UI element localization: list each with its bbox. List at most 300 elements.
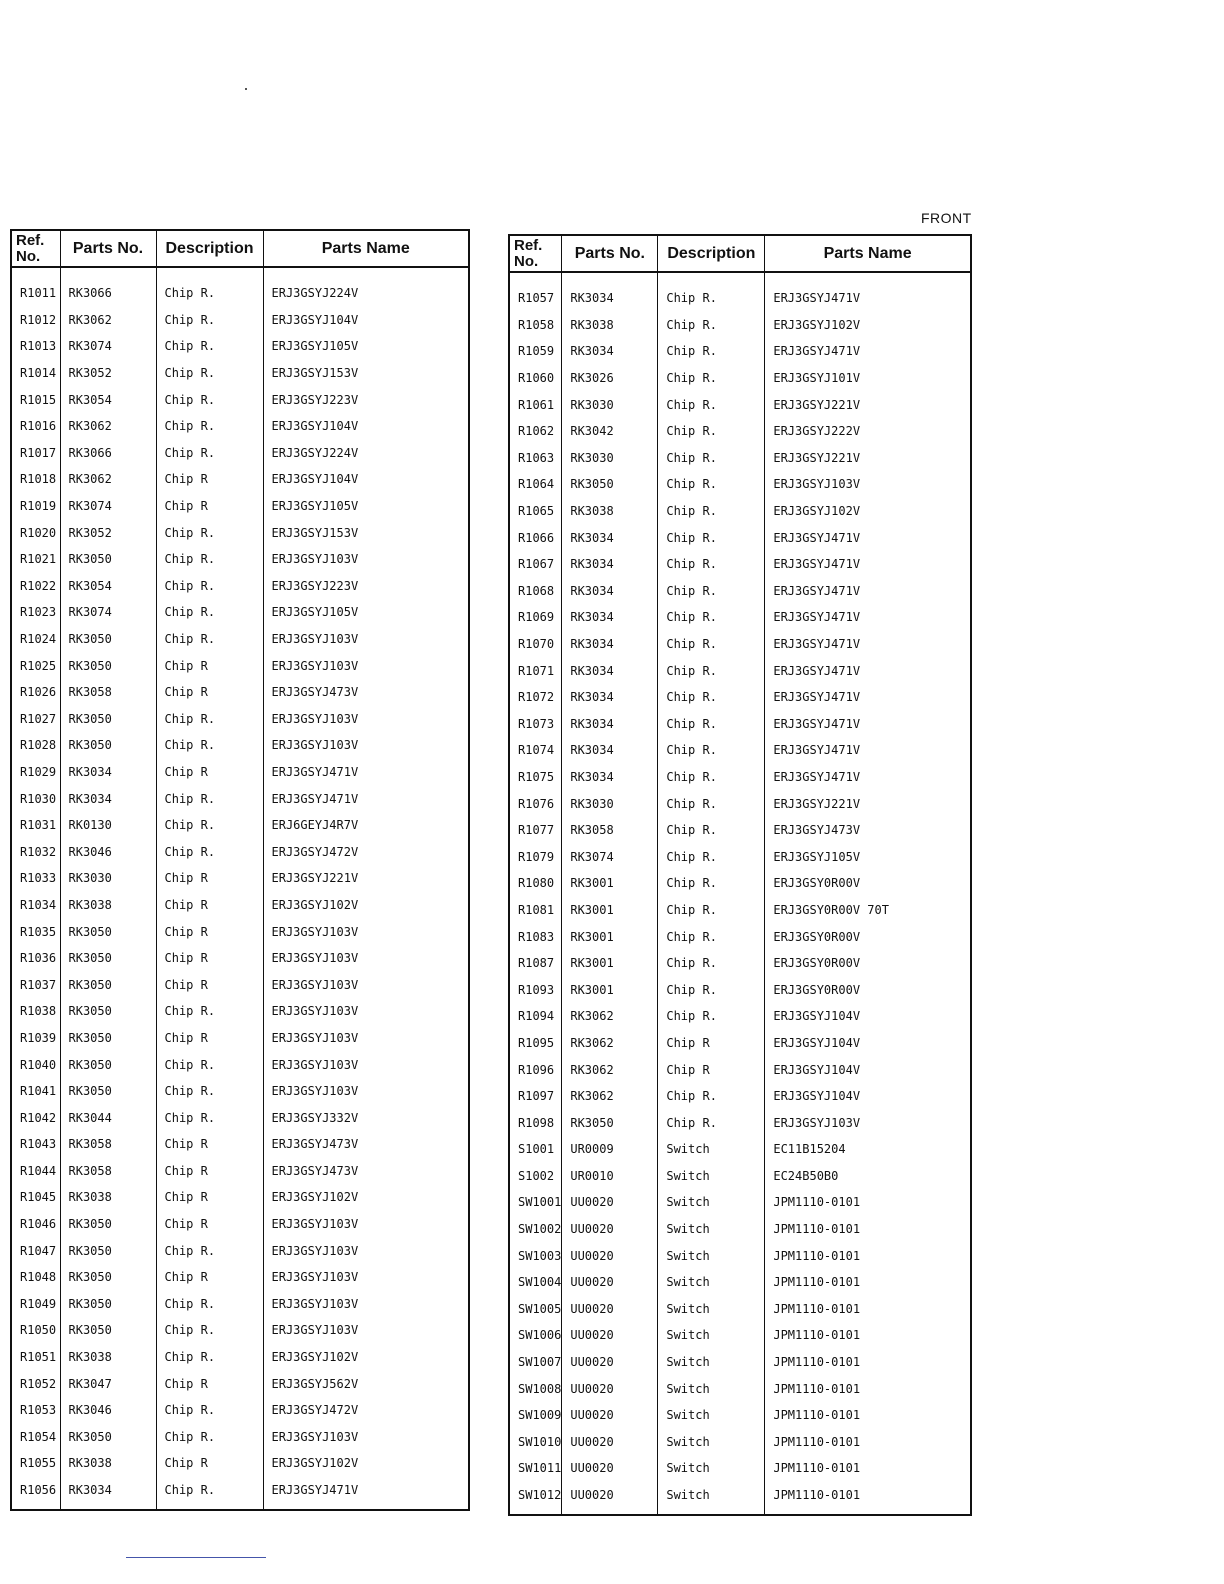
table-row [11,1317,469,1344]
parts-no-cell: RK3050 [60,546,156,573]
description-cell: Chip R. [156,1344,263,1371]
table-row [11,892,469,919]
description-cell: Switch [658,1296,765,1323]
parts-no-cell: RK3034 [562,285,658,312]
ref-no-cell: SW1011 [509,1455,562,1482]
description-cell: Switch [658,1322,765,1349]
parts-no-cell: RK3034 [60,1477,156,1504]
description-cell: Chip R. [658,604,765,631]
parts-name-cell: ERJ3GSYJ102V [263,1184,469,1211]
parts-name-cell: ERJ3GSYJ222V [765,418,971,445]
ref-no-cell: R1074 [509,737,562,764]
description-cell: Chip R. [658,870,765,897]
table-row [509,1402,971,1429]
ref-no-cell: S1001 [509,1136,562,1163]
ref-no-cell: R1062 [509,418,562,445]
description-cell: Chip R [156,1131,263,1158]
parts-name-cell: ERJ3GSYJ103V [765,471,971,498]
parts-name-cell: ERJ3GSYJ104V [765,1083,971,1110]
parts-no-cell: RK3034 [562,524,658,551]
parts-no-cell: RK3038 [562,312,658,339]
parts-name-cell: ERJ3GSYJ471V [765,737,971,764]
table-row [11,1424,469,1451]
ref-no-cell: SW1004 [509,1269,562,1296]
parts-no-cell: RK3034 [562,764,658,791]
table-row [509,1216,971,1243]
description-cell: Chip R. [156,838,263,865]
description-cell: Chip R. [658,950,765,977]
parts-no-cell: RK3001 [562,950,658,977]
ref-no-cell: R1014 [11,360,60,387]
parts-no-cell: RK3042 [562,418,658,445]
parts-no-cell: RK3034 [562,604,658,631]
ref-no-cell: R1065 [509,498,562,525]
ref-no-cell: R1097 [509,1083,562,1110]
parts-no-cell: UU0020 [562,1296,658,1323]
parts-no-cell: RK3050 [60,971,156,998]
parts-no-cell: RK3034 [60,759,156,786]
parts-no-cell: RK0130 [60,812,156,839]
parts-no-cell: RK3034 [562,684,658,711]
table-row [509,524,971,551]
table-row [509,1242,971,1269]
parts-name-cell: ERJ3GSYJ103V [263,1078,469,1105]
table-row [509,1003,971,1030]
parts-name-cell: ERJ3GSYJ103V [263,1051,469,1078]
parts-name-cell: ERJ3GSYJ103V [263,1291,469,1318]
table-row [509,1136,971,1163]
description-cell: Chip R. [156,360,263,387]
ref-no-cell: R1098 [509,1109,562,1136]
table-row [11,652,469,679]
ref-no-cell: R1046 [11,1211,60,1238]
table-row [509,604,971,631]
parts-no-cell: RK3034 [562,737,658,764]
description-cell: Switch [658,1242,765,1269]
description-cell: Chip R. [658,923,765,950]
parts-no-cell: RK3038 [562,498,658,525]
ref-no-cell: SW1006 [509,1322,562,1349]
ref-no-cell: R1036 [11,945,60,972]
parts-no-cell: UU0020 [562,1482,658,1509]
parts-no-cell: RK3050 [60,1264,156,1291]
table-row [11,998,469,1025]
table-row [509,1189,971,1216]
table-row [509,923,971,950]
parts-name-cell: ERJ3GSYJ103V [263,945,469,972]
ref-no-cell: R1044 [11,1158,60,1185]
ref-no-cell: R1018 [11,466,60,493]
parts-no-cell: UR0009 [562,1136,658,1163]
description-cell: Switch [658,1402,765,1429]
description-cell: Switch [658,1429,765,1456]
parts-name-cell: ERJ3GSYJ221V [765,790,971,817]
table-row [11,1025,469,1052]
parts-name-cell: ERJ3GSYJ103V [263,971,469,998]
table-row [11,838,469,865]
ref-no-cell: R1029 [11,759,60,786]
parts-no-cell: RK3050 [562,1109,658,1136]
ref-no-cell: R1030 [11,785,60,812]
table-row [11,599,469,626]
parts-name-cell: ERJ3GSYJ104V [765,1003,971,1030]
table-row [11,1184,469,1211]
table-row [509,897,971,924]
ref-no-cell: SW1010 [509,1429,562,1456]
parts-name-cell: ERJ3GSYJ102V [263,892,469,919]
parts-no-cell: RK3062 [562,1030,658,1057]
ref-no-cell: R1023 [11,599,60,626]
parts-name-cell: ERJ3GSYJ104V [765,1056,971,1083]
description-cell: Chip R. [156,998,263,1025]
ref-no-cell: R1048 [11,1264,60,1291]
parts-name-cell: ERJ3GSYJ471V [263,785,469,812]
description-cell: Chip R. [156,1237,263,1264]
parts-name-cell: ERJ3GSYJ103V [263,626,469,653]
parts-name-cell: ERJ3GSYJ471V [765,524,971,551]
parts-no-cell: RK3050 [60,1291,156,1318]
description-cell: Chip R. [658,1083,765,1110]
table-row [11,307,469,334]
parts-no-cell: RK3046 [60,1397,156,1424]
parts-no-cell: RK3030 [60,865,156,892]
parts-name-cell: ERJ3GSYJ153V [263,519,469,546]
parts-no-cell: RK3044 [60,1104,156,1131]
table-row [11,493,469,520]
parts-name-cell: JPM1110-0101 [765,1296,971,1323]
table-header [509,235,971,272]
description-cell: Chip R. [156,1291,263,1318]
parts-name-cell: EC11B15204 [765,1136,971,1163]
parts-no-cell: RK3050 [60,998,156,1025]
ref-no-cell: R1051 [11,1344,60,1371]
parts-name-header: Parts Name [263,230,469,267]
description-cell: Switch [658,1136,765,1163]
table-row [509,551,971,578]
description-cell: Chip R [156,1264,263,1291]
ref-no-cell: R1050 [11,1317,60,1344]
parts-no-cell: RK3050 [60,945,156,972]
parts-no-cell: RK3058 [60,1158,156,1185]
parts-no-cell: RK3050 [60,626,156,653]
table-row [509,1322,971,1349]
description-cell: Chip R. [658,711,765,738]
ref-no-cell: R1067 [509,551,562,578]
parts-name-cell: ERJ3GSYJ103V [263,1424,469,1451]
description-cell: Chip R. [156,706,263,733]
scan-speck [245,88,247,90]
table-row [509,1269,971,1296]
parts-no-cell: UU0020 [562,1216,658,1243]
description-cell: Chip R. [156,1078,263,1105]
parts-no-cell: RK3074 [60,333,156,360]
description-cell: Chip R. [156,1397,263,1424]
description-cell: Chip R [156,1450,263,1477]
description-cell: Switch [658,1375,765,1402]
parts-no-cell: RK3066 [60,440,156,467]
parts-name-cell: ERJ3GSYJ471V [765,338,971,365]
parts-no-cell: UU0020 [562,1375,658,1402]
parts-name-cell: ERJ3GSYJ103V [263,652,469,679]
description-cell: Chip R. [156,413,263,440]
description-cell: Chip R. [156,519,263,546]
description-cell: Chip R [156,652,263,679]
description-cell: Chip R [156,1370,263,1397]
description-cell: Switch [658,1216,765,1243]
description-cell: Chip R [156,1158,263,1185]
description-cell: Chip R. [156,386,263,413]
ref-no-cell: R1071 [509,657,562,684]
description-cell: Chip R [156,1211,263,1238]
description-cell: Chip R. [156,626,263,653]
parts-no-cell: RK3058 [60,679,156,706]
parts-name-cell: ERJ3GSYJ221V [263,865,469,892]
parts-no-cell: UU0020 [562,1189,658,1216]
description-cell: Chip R. [156,1104,263,1131]
table-row [11,386,469,413]
parts-name-cell: JPM1110-0101 [765,1455,971,1482]
table-row [509,1296,971,1323]
parts-no-cell: RK3026 [562,365,658,392]
parts-no-cell: RK3034 [562,551,658,578]
parts-name-cell: ERJ3GSYJ153V [263,360,469,387]
description-cell: Chip R. [156,1051,263,1078]
parts-name-cell: ERJ3GSYJ472V [263,838,469,865]
ref-no-cell: R1094 [509,1003,562,1030]
ref-no-cell: S1002 [509,1163,562,1190]
table-row [509,1030,971,1057]
table-row [509,1056,971,1083]
table-row [509,471,971,498]
table-row [11,1477,469,1504]
description-cell: Chip R. [156,333,263,360]
ref-no-header: Ref. No. [509,235,562,272]
table-row [509,338,971,365]
parts-name-cell: ERJ3GSYJ103V [263,732,469,759]
table-row [509,684,971,711]
parts-name-cell: ERJ3GSYJ103V [263,998,469,1025]
parts-name-cell: ERJ3GSY0R00V [765,950,971,977]
ref-no-cell: R1096 [509,1056,562,1083]
parts-name-cell: JPM1110-0101 [765,1349,971,1376]
description-cell: Chip R. [658,790,765,817]
parts-name-cell: JPM1110-0101 [765,1216,971,1243]
table-row [509,843,971,870]
parts-name-cell: ERJ3GSYJ224V [263,440,469,467]
table-body-left [11,267,469,1510]
parts-name-cell: ERJ3GSYJ224V [263,280,469,307]
parts-no-cell: UU0020 [562,1242,658,1269]
ref-no-cell: R1093 [509,976,562,1003]
parts-no-cell: UU0020 [562,1269,658,1296]
description-cell: Chip R. [658,1003,765,1030]
parts-table-left [10,229,470,1511]
ref-no-cell: SW1002 [509,1216,562,1243]
ref-no-cell: R1015 [11,386,60,413]
ref-no-cell: R1011 [11,280,60,307]
parts-name-cell: ERJ3GSYJ471V [765,631,971,658]
ref-no-cell: R1035 [11,918,60,945]
ref-no-cell: SW1003 [509,1242,562,1269]
description-header: Description [658,235,765,272]
table-row [509,391,971,418]
description-cell: Chip R. [658,631,765,658]
description-cell: Chip R. [658,657,765,684]
table-body-right [509,272,971,1515]
description-cell: Chip R. [156,307,263,334]
parts-name-cell: ERJ3GSYJ102V [263,1450,469,1477]
ref-no-cell: R1080 [509,870,562,897]
parts-name-cell: JPM1110-0101 [765,1242,971,1269]
parts-name-cell: ERJ3GSY0R00V [765,976,971,1003]
description-cell: Chip R. [658,843,765,870]
ref-no-cell: R1058 [509,312,562,339]
parts-no-cell: RK3030 [562,445,658,472]
parts-name-cell: ERJ3GSYJ471V [765,657,971,684]
parts-name-cell: ERJ3GSYJ471V [263,759,469,786]
ref-no-cell: R1039 [11,1025,60,1052]
table-row [11,1158,469,1185]
parts-name-cell: ERJ3GSYJ102V [765,312,971,339]
description-cell: Chip R. [156,785,263,812]
ref-no-cell: SW1012 [509,1482,562,1509]
table-row [11,971,469,998]
parts-no-header: Parts No. [60,230,156,267]
description-cell: Chip R. [658,764,765,791]
parts-no-cell: RK3062 [562,1083,658,1110]
parts-name-cell: ERJ3GSYJ473V [765,817,971,844]
parts-name-cell: ERJ6GEYJ4R7V [263,812,469,839]
table-header [11,230,469,267]
parts-name-cell: ERJ3GSYJ105V [263,493,469,520]
description-cell: Chip R [156,493,263,520]
parts-no-cell: RK3062 [60,413,156,440]
description-cell: Chip R. [156,599,263,626]
parts-name-cell: ERJ3GSYJ103V [263,1317,469,1344]
parts-name-cell: ERJ3GSYJ471V [765,578,971,605]
table-row [509,445,971,472]
ref-no-cell: R1040 [11,1051,60,1078]
table-row [11,413,469,440]
table-row [11,785,469,812]
ref-no-cell: R1077 [509,817,562,844]
table-row [11,1397,469,1424]
parts-name-cell: ERJ3GSYJ472V [263,1397,469,1424]
table-row [509,737,971,764]
table-row [11,546,469,573]
parts-no-cell: RK3038 [60,1184,156,1211]
table-row [509,711,971,738]
table-row [509,498,971,525]
table-row [11,1078,469,1105]
description-cell: Chip R. [658,551,765,578]
parts-no-cell: RK3034 [60,785,156,812]
parts-no-cell: UR0010 [562,1163,658,1190]
description-cell: Chip R [156,466,263,493]
parts-name-cell: ERJ3GSYJ103V [263,918,469,945]
table-row [509,870,971,897]
parts-no-cell: RK3034 [562,711,658,738]
ref-no-cell: R1047 [11,1237,60,1264]
parts-name-cell: ERJ3GSYJ221V [765,391,971,418]
parts-no-cell: RK3050 [60,1237,156,1264]
parts-no-cell: UU0020 [562,1429,658,1456]
parts-name-cell: ERJ3GSYJ103V [263,1025,469,1052]
parts-no-cell: RK3001 [562,923,658,950]
parts-no-cell: RK3050 [60,1025,156,1052]
description-cell: Chip R. [658,471,765,498]
table-row [11,626,469,653]
ref-no-cell: R1075 [509,764,562,791]
parts-name-cell: ERJ3GSYJ562V [263,1370,469,1397]
ref-no-cell: R1045 [11,1184,60,1211]
parts-name-cell: JPM1110-0101 [765,1429,971,1456]
parts-no-cell: RK3001 [562,870,658,897]
ref-no-cell: R1022 [11,573,60,600]
description-cell: Switch [658,1189,765,1216]
table-row [11,918,469,945]
parts-no-cell: RK3074 [60,493,156,520]
ref-no-cell: R1066 [509,524,562,551]
parts-no-cell: RK3054 [60,386,156,413]
parts-name-cell: ERJ3GSYJ102V [765,498,971,525]
ref-no-cell: R1055 [11,1450,60,1477]
ref-no-cell: R1070 [509,631,562,658]
ref-no-cell: R1057 [509,285,562,312]
description-cell: Chip R. [658,391,765,418]
description-cell: Chip R. [658,498,765,525]
parts-name-cell: ERJ3GSYJ223V [263,573,469,600]
ref-no-cell: R1024 [11,626,60,653]
description-cell: Chip R. [156,280,263,307]
parts-name-header: Parts Name [765,235,971,272]
parts-no-cell: RK3034 [562,657,658,684]
table-row [509,1482,971,1509]
table-row [509,365,971,392]
ref-no-cell: R1041 [11,1078,60,1105]
ref-no-cell: R1087 [509,950,562,977]
table-row [509,285,971,312]
description-cell: Switch [658,1482,765,1509]
parts-name-cell: ERJ3GSYJ103V [263,1237,469,1264]
table-row [509,817,971,844]
parts-no-cell: RK3058 [60,1131,156,1158]
description-cell: Chip R. [658,445,765,472]
description-cell: Chip R [156,945,263,972]
table-row [509,1375,971,1402]
description-cell: Chip R. [658,365,765,392]
description-cell: Switch [658,1163,765,1190]
description-cell: Switch [658,1269,765,1296]
parts-name-cell: ERJ3GSYJ105V [263,599,469,626]
ref-no-cell: R1032 [11,838,60,865]
parts-no-cell: RK3052 [60,519,156,546]
parts-no-cell: RK3038 [60,892,156,919]
ref-no-cell: R1019 [11,493,60,520]
table-row [11,1237,469,1264]
description-cell: Chip R. [658,312,765,339]
ref-no-cell: R1026 [11,679,60,706]
table-row [11,1344,469,1371]
ref-no-cell: R1064 [509,471,562,498]
description-cell: Switch [658,1349,765,1376]
parts-name-cell: ERJ3GSYJ471V [765,711,971,738]
parts-name-cell: ERJ3GSYJ105V [263,333,469,360]
ref-no-cell: R1061 [509,391,562,418]
description-cell: Chip R. [658,976,765,1003]
parts-table-right [508,234,972,1516]
parts-no-cell: RK3050 [60,1424,156,1451]
